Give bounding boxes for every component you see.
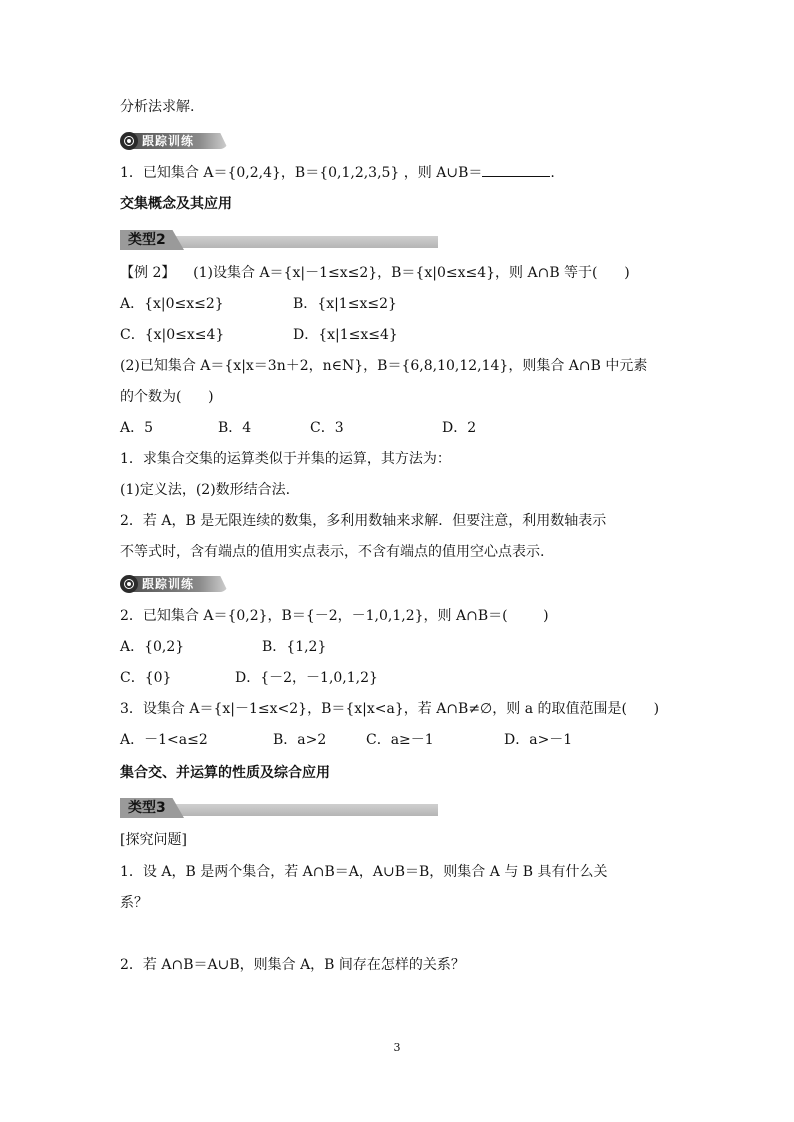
example-2-q2-option-d: D．2	[442, 420, 477, 436]
example-2-q2-line2: 的个数为( )	[120, 389, 214, 405]
answer-blank	[482, 162, 550, 177]
exercise-1	[120, 162, 555, 183]
exercise-2-option-a: A．{0,2}	[120, 639, 185, 655]
explore-q1-line1: 1．设 A，B 是两个集合，若 A∩B＝A，A∪B＝B，则集合 A 与 B 具有什么关	[120, 864, 608, 880]
section-heading-intersection: 交集概念及其应用	[120, 196, 232, 212]
type-3-banner	[120, 798, 438, 818]
method-line-4: 不等式时，含有端点的值用实点表示，不含有端点的值用空心点表示.	[120, 544, 545, 560]
exercise-3: 3．设集合 A＝{x|－1≤x<2}，B＝{x|x<a}，若 A∩B≠∅，则 a 的取值范围是( )	[120, 701, 660, 717]
method-line-1: 1．求集合交集的运算类似于并集的运算，其方法为：	[120, 451, 451, 467]
example-2-q2-option-c: C．3	[310, 420, 344, 436]
exercise-1-text: 1．已知集合 A＝{0,2,4}，B＝{0,1,2,3,5} ，则 A∪B＝	[120, 165, 483, 181]
example-2-q1-option-b: B．{x|1≤x≤2}	[293, 296, 397, 312]
method-line-2: (1)定义法，(2)数形结合法.	[120, 482, 291, 498]
type-2-banner	[120, 230, 438, 250]
example-2-q1-option-a: A．{x|0≤x≤2}	[120, 296, 224, 312]
example-2-q2-option-a: A．5	[120, 420, 154, 436]
exercise-3-option-c: C．a≥－1	[366, 732, 434, 748]
tracking-practice-banner	[120, 132, 220, 150]
exercise-1-tail: .	[550, 165, 555, 181]
exercise-2: 2．已知集合 A＝{0,2}，B＝{－2，－1,0,1,2}，则 A∩B＝( )	[120, 608, 549, 624]
example-2-q2-line1: (2)已知集合 A＝{x|x＝3n＋2，n∈N}，B＝{6,8,10,12,14}，则集合 A∩B 中元素	[120, 358, 648, 374]
tracking-practice-banner-2	[120, 575, 220, 593]
method-line-3: 2．若 A，B 是无限连续的数集，多利用数轴来求解．但要注意，利用数轴表示	[120, 513, 607, 529]
target-icon	[120, 132, 138, 150]
type-3-label: 类型3	[128, 800, 166, 816]
type-2-label: 类型2	[128, 232, 166, 248]
exercise-3-option-d: D．a>－1	[504, 732, 573, 748]
exercise-2-option-b: B．{1,2}	[262, 639, 327, 655]
exercise-2-option-c: C．{0}	[120, 670, 172, 686]
example-2-q1: 【例 2】 (1)设集合 A＝{x|－1≤x≤2}，B＝{x|0≤x≤4}，则 A∩B 等于( )	[120, 265, 630, 281]
example-2-q1-option-c: C．{x|0≤x≤4}	[120, 327, 225, 343]
intro-text: 分析法求解.	[120, 99, 195, 115]
section-heading-properties: 集合交、并运算的性质及综合应用	[120, 765, 330, 781]
example-2-q2-option-b: B．4	[218, 420, 252, 436]
tracking-label: 跟踪训练	[142, 577, 195, 591]
explore-q1-line2: 系？	[120, 895, 148, 911]
exercise-3-option-b: B．a>2	[273, 732, 327, 748]
exercise-2-option-d: D．{－2，－1,0,1,2}	[235, 670, 378, 686]
exercise-3-option-a: A．－1<a≤2	[120, 732, 208, 748]
explore-title: [探究问题]	[120, 832, 187, 848]
tracking-label: 跟踪训练	[142, 134, 195, 148]
explore-q2: 2．若 A∩B＝A∪B，则集合 A，B 间存在怎样的关系？	[120, 957, 465, 973]
page-number: 3	[393, 1041, 401, 1054]
example-2-q1-option-d: D．{x|1≤x≤4}	[293, 327, 398, 343]
target-icon	[120, 575, 138, 593]
